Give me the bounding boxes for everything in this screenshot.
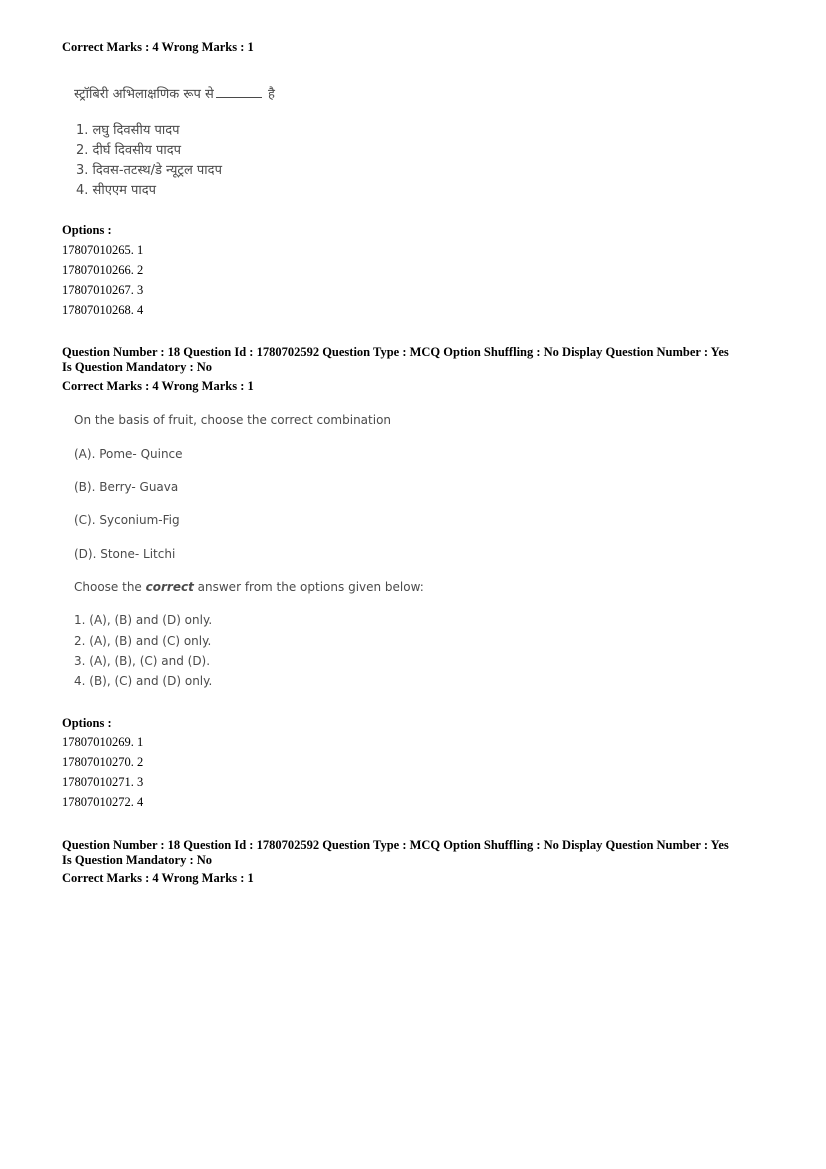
- option-item: 17807010266. 2: [62, 263, 144, 277]
- blank-line: [216, 87, 262, 98]
- question-header: Question Number : 18 Question Id : 1780702592 Question Type : MCQ Option Shuffling : No Display Question Number : Yes: [62, 345, 729, 359]
- question-mandatory: Is Question Mandatory : No: [62, 360, 213, 374]
- question-choice: 4. सीएएम पादप: [76, 183, 157, 198]
- question-choice: 1. (A), (B) and (D) only.: [74, 613, 213, 627]
- question-item: (C). Syconium-Fig: [74, 513, 180, 527]
- option-item: 17807010267. 3: [62, 283, 144, 297]
- question-instruction: Choose the correct answer from the options given below:: [74, 580, 424, 594]
- question-item: (D). Stone- Litchi: [74, 547, 176, 561]
- marks-line: Correct Marks : 4 Wrong Marks : 1: [62, 379, 254, 393]
- question-choice: 3. दिवस-तटस्थ/डे न्यूट्रल पादप: [76, 163, 222, 178]
- question-item: (B). Berry- Guava: [74, 480, 179, 494]
- marks-line: Correct Marks : 4 Wrong Marks : 1: [62, 40, 254, 54]
- option-item: 17807010268. 4: [62, 303, 144, 317]
- options-label: Options :: [62, 223, 112, 237]
- question-stem: स्ट्रॉबिरी अभिलाक्षणिक रूप से है: [74, 87, 275, 102]
- question-header: Question Number : 18 Question Id : 1780702592 Question Type : MCQ Option Shuffling : No Display Question Number : Yes: [62, 838, 729, 852]
- question-choice: 2. (A), (B) and (C) only.: [74, 634, 212, 648]
- question-choice: 2. दीर्घ दिवसीय पादप: [76, 143, 181, 158]
- question-mandatory: Is Question Mandatory : No: [62, 853, 213, 867]
- options-label: Options :: [62, 716, 112, 730]
- option-item: 17807010272. 4: [62, 795, 144, 809]
- question-choice: 1. लघु दिवसीय पादप: [76, 123, 180, 138]
- option-item: 17807010265. 1: [62, 243, 144, 257]
- option-item: 17807010271. 3: [62, 775, 144, 789]
- question-choice: 3. (A), (B), (C) and (D).: [74, 654, 211, 668]
- option-item: 17807010270. 2: [62, 755, 144, 769]
- question-choice: 4. (B), (C) and (D) only.: [74, 674, 213, 688]
- question-item: (A). Pome- Quince: [74, 447, 183, 461]
- question-stem: On the basis of fruit, choose the correct combination: [74, 413, 392, 427]
- marks-line: Correct Marks : 4 Wrong Marks : 1: [62, 871, 254, 885]
- option-item: 17807010269. 1: [62, 735, 144, 749]
